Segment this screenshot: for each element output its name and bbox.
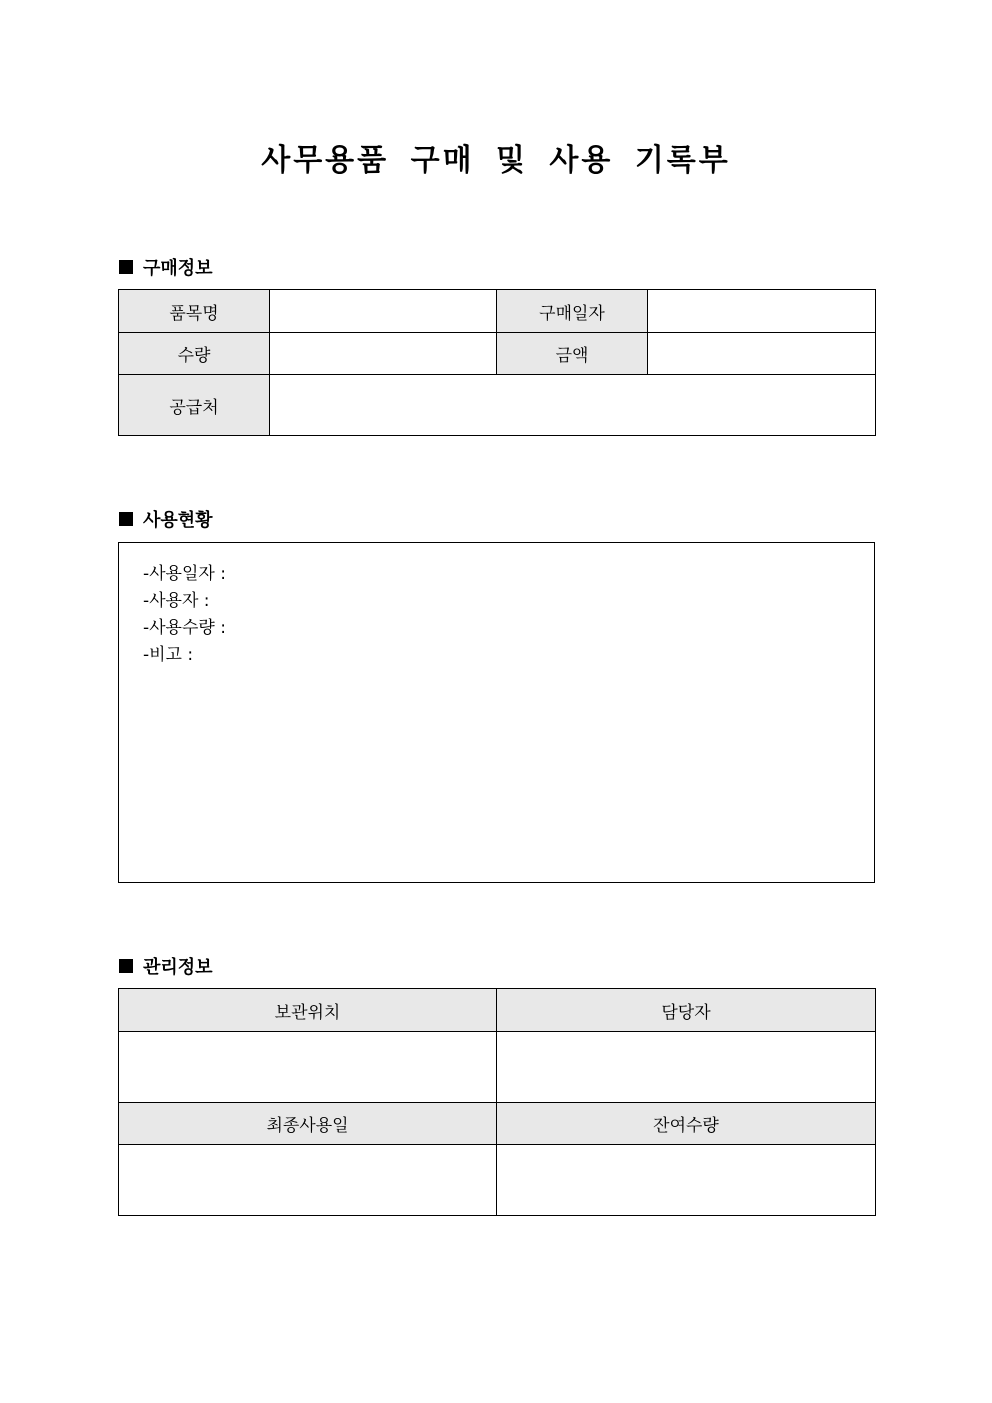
storage-location-label: 보관위치: [119, 989, 497, 1032]
last-used-date-label: 최종사용일: [119, 1103, 497, 1145]
item-name-label: 품목명: [119, 290, 270, 333]
remarks-line: -비고 :: [143, 645, 194, 665]
amount-label: 금액: [497, 333, 648, 375]
square-bullet-icon: [119, 959, 133, 973]
user-line: -사용자 :: [143, 591, 210, 611]
usage-heading-text: 사용현황: [143, 510, 213, 531]
square-bullet-icon: [119, 260, 133, 274]
purchase-heading-text: 구매정보: [143, 258, 213, 279]
remaining-quantity-field[interactable]: [497, 1145, 876, 1216]
quantity-label: 수량: [119, 333, 270, 375]
usage-lines: [143, 561, 226, 669]
management-info-table: [118, 988, 876, 1216]
item-name-field[interactable]: [270, 290, 497, 333]
supplier-field[interactable]: [270, 375, 876, 436]
purchase-info-table: [118, 289, 876, 436]
storage-location-field[interactable]: [119, 1032, 497, 1103]
usage-section-heading: [119, 506, 213, 532]
supplier-label: 공급처: [119, 375, 270, 436]
management-heading-text: 관리정보: [143, 957, 213, 978]
purchase-date-label: 구매일자: [497, 290, 648, 333]
purchase-section-heading: [119, 254, 213, 280]
usage-date-line: -사용일자 :: [143, 564, 226, 584]
last-used-date-field[interactable]: [119, 1145, 497, 1216]
usage-quantity-line: -사용수량 :: [143, 618, 226, 638]
usage-status-box[interactable]: [118, 542, 875, 883]
manager-field[interactable]: [497, 1032, 876, 1103]
quantity-field[interactable]: [270, 333, 497, 375]
amount-field[interactable]: [648, 333, 876, 375]
purchase-date-field[interactable]: [648, 290, 876, 333]
management-section-heading: [119, 953, 213, 979]
page-title: 사무용품 구매 및 사용 기록부: [261, 143, 731, 178]
remaining-quantity-label: 잔여수량: [497, 1103, 876, 1145]
square-bullet-icon: [119, 512, 133, 526]
manager-label: 담당자: [497, 989, 876, 1032]
